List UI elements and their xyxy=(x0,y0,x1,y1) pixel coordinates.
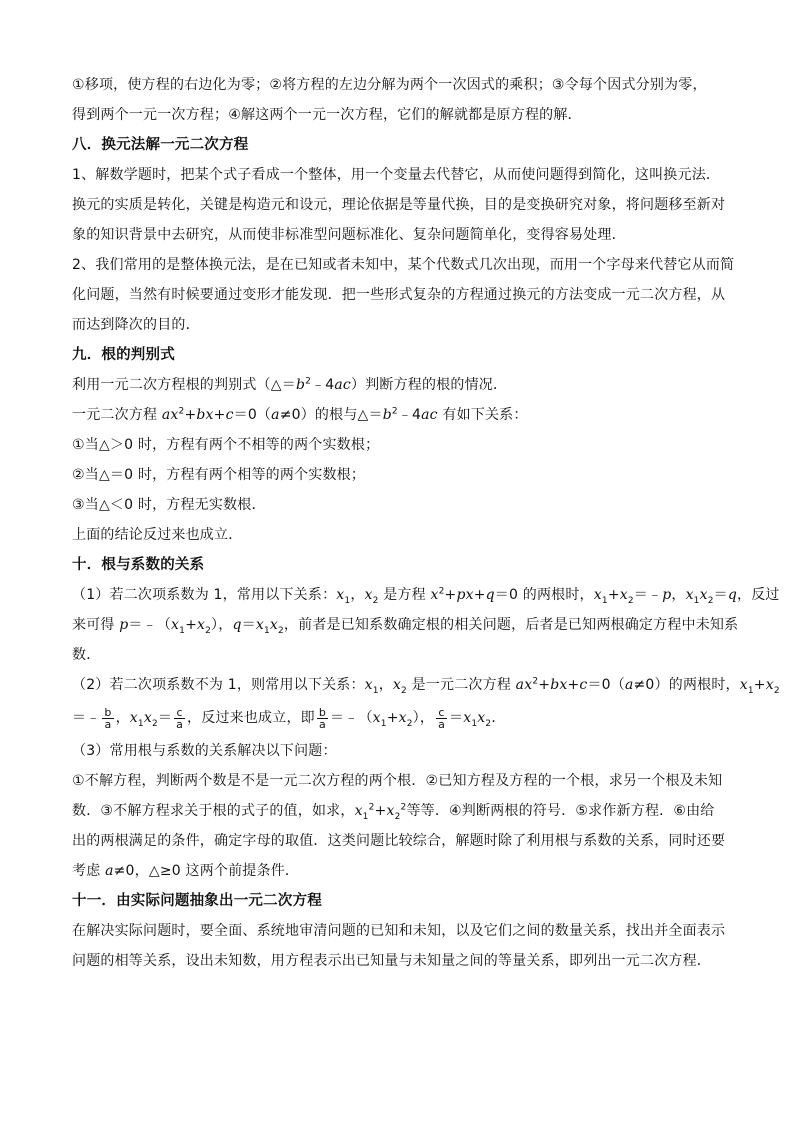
s10-point-3-line: （3）常用根与系数的关系解决以下问题： xyxy=(72,743,337,759)
text-run: ＝ xyxy=(241,617,256,633)
subscript: 2 xyxy=(372,595,379,606)
subscript: 1 xyxy=(601,595,608,606)
math-run: x xyxy=(430,587,439,603)
subscript: 1 xyxy=(137,718,144,729)
text-run: ）， xyxy=(211,617,233,633)
subscript: 2 xyxy=(627,595,634,606)
text-run: ，反过来也成立，即 xyxy=(187,710,315,726)
subscript: 2 xyxy=(277,625,284,636)
subscript: 2 xyxy=(773,685,780,696)
text-run: 数．③不解方程求关于根的式子的值，如求， xyxy=(72,803,355,819)
text-run: ﹣4 xyxy=(397,407,422,423)
math-run: b xyxy=(295,377,306,393)
superscript: 2 xyxy=(305,376,312,387)
text-run: ＝0 的两根时， xyxy=(494,587,594,603)
math-run: x xyxy=(269,617,278,633)
text-run: ﹣4 xyxy=(311,377,335,393)
section-9-heading: 九．根的判别式 xyxy=(72,347,175,363)
text-run: 等等．④判断两根的符号．⑤求作新方程．⑥由给 xyxy=(406,803,715,819)
superscript: 2 xyxy=(368,802,375,813)
text-run: ＝ xyxy=(713,587,728,603)
text-run: 是方程 xyxy=(378,587,431,603)
superscript: 2 xyxy=(178,406,185,417)
s9-case-3: ③当△＜0 时，方程无实数根． xyxy=(72,497,266,513)
math-run: x xyxy=(143,710,152,726)
s10-point-1-line-3: 数． xyxy=(72,647,101,663)
fraction-numerator: b xyxy=(104,705,112,719)
text-run: ＝0（ xyxy=(587,677,625,693)
s10-point-2-line-1 xyxy=(72,674,780,696)
s9-discriminant-line xyxy=(72,374,724,396)
s10-uses-line-4 xyxy=(72,860,724,882)
text-run: ， xyxy=(671,587,686,603)
text-run: ＝ xyxy=(449,710,464,726)
fraction-numerator: b xyxy=(318,705,327,719)
s10-point-2-line-2 xyxy=(72,704,724,732)
document-page xyxy=(72,74,780,972)
s10-point-1-line-2 xyxy=(72,614,739,636)
math-run: x xyxy=(593,587,602,603)
text-run: ＝﹣（ xyxy=(330,710,373,726)
text-run: 一元二次方程 xyxy=(72,407,162,423)
section-8-heading: 八．换元法解一元二次方程 xyxy=(72,137,249,153)
math-run: +x xyxy=(185,617,206,633)
math-run: x xyxy=(171,617,180,633)
math-run: x xyxy=(364,677,373,693)
fraction-denominator: a xyxy=(318,717,326,731)
s8-paragraph-line: 1、解数学题时，把某个式子看成一个整体，用一个变量去代替它，从而使问题得到简化，这叫换元法． xyxy=(72,167,721,183)
fraction-denominator: a xyxy=(104,717,112,731)
superscript: 2 xyxy=(532,676,539,687)
text-run: ＝﹣ xyxy=(633,587,663,603)
superscript: 2 xyxy=(438,586,445,597)
math-run: ac xyxy=(334,377,351,393)
math-run: q xyxy=(232,617,242,633)
math-run: p xyxy=(119,617,129,633)
subscript: 1 xyxy=(372,685,379,696)
math-run: x xyxy=(477,710,486,726)
subscript: 2 xyxy=(401,685,407,696)
s10-uses-line-1: ①不解方程，判断两个数是不是一元二次方程的两个根．②已知方程及方程的一个根，求另一个根及未知 xyxy=(72,773,723,789)
math-run: +bx+c xyxy=(538,677,588,693)
math-run: x xyxy=(463,710,472,726)
math-run: x xyxy=(392,677,402,693)
s8-paragraph-line: 而达到降次的目的． xyxy=(72,317,200,333)
text-run: （1）若二次项系数为 1，常用以下关系： xyxy=(72,587,337,603)
text-run: ＝﹣ xyxy=(72,710,101,726)
text-run: ， xyxy=(378,677,393,693)
subscript: 2 xyxy=(406,718,413,729)
fraction-numerator: c xyxy=(174,707,185,719)
s11-paragraph-line: 在解决实际问题时，要全面、系统地审清问题的已知和未知，以及它们之间的数量关系，找出并全面表示 xyxy=(72,923,726,939)
s9-case-2: ②当△＝0 时，方程有两个相等的两个实数根； xyxy=(72,467,366,483)
text-run: ， xyxy=(350,587,365,603)
text-run: 有如下关系： xyxy=(437,407,528,423)
fraction-denominator: a xyxy=(438,717,446,731)
math-run: ax xyxy=(161,407,179,423)
fraction xyxy=(436,707,447,730)
math-run: x xyxy=(129,710,138,726)
text-run: ＝ xyxy=(157,710,173,726)
text-run: 考虑 xyxy=(72,863,106,879)
text-run: ≠0，△≥0 这两个前提条件． xyxy=(113,863,300,879)
math-run: x xyxy=(354,803,363,819)
text-run: ≠0）的两根时， xyxy=(633,677,740,693)
text-run: ，反过 xyxy=(737,587,780,603)
subscript: 2 xyxy=(205,625,212,636)
fraction xyxy=(102,707,113,730)
subscript: 1 xyxy=(471,718,478,729)
text-run: ，前者是已知系数确定根的相关问题，后者是已知两根确定方程中未知系 xyxy=(283,617,739,633)
text-run: ）， xyxy=(412,710,435,726)
section-11-heading: 十一．由实际问题抽象出一元二次方程 xyxy=(72,893,322,909)
subscript: 1 xyxy=(344,595,351,606)
text-run: ≠0）的根与△＝ xyxy=(279,407,383,423)
math-run: +x xyxy=(386,710,407,726)
math-run: +x xyxy=(753,677,774,693)
math-run: +x xyxy=(374,803,395,819)
math-run: ac xyxy=(421,407,438,423)
s9-case-1: ①当△＞0 时，方程有两个不相等的两个实数根； xyxy=(72,437,380,453)
fraction xyxy=(317,707,328,730)
superscript: 2 xyxy=(400,802,407,813)
subscript: 1 xyxy=(362,811,369,822)
section-10-heading: 十．根与系数的关系 xyxy=(72,557,205,573)
superscript: 2 xyxy=(391,406,398,417)
text-run: ＝0（ xyxy=(233,407,272,423)
math-run: p xyxy=(662,587,672,603)
math-run: ax xyxy=(515,677,533,693)
s8-paragraph-line: 换元的实质是转化，关键是构造元和设元，理论依据是等量代换，目的是变换研究对象，将问题移至新对 xyxy=(72,197,726,213)
subscript: 1 xyxy=(179,625,186,636)
math-run: x xyxy=(255,617,264,633)
subscript: 1 xyxy=(747,685,754,696)
subscript: 2 xyxy=(485,718,492,729)
text-run: 来可得 xyxy=(72,617,120,633)
math-run: x xyxy=(739,677,748,693)
text-run: ． xyxy=(491,710,506,726)
subscript: 1 xyxy=(263,625,270,636)
s8-paragraph-line: 化问题，当然有时候要通过变形才能发现．把一些形式复杂的方程通过换元的方法变成一元二次方程，从 xyxy=(72,287,726,303)
intro-line-2: 得到两个一元一次方程；④解这两个一元一次方程，它们的解就都是原方程的解． xyxy=(72,107,582,123)
math-run: +bx+c xyxy=(184,407,234,423)
s9-relation-line xyxy=(72,404,724,426)
fraction-denominator: a xyxy=(176,717,184,731)
intro-line-1: ①移项，使方程的右边化为零；②将方程的左边分解为两个一次因式的乘积；③令每个因式分别为零， xyxy=(72,77,707,93)
text-run: ）判断方程的根的情况． xyxy=(350,377,508,393)
fraction-numerator: c xyxy=(436,707,447,719)
text-run: ， xyxy=(115,710,130,726)
s8-paragraph-line: 象的知识背景中去研究，从而使非标准型问题标准化、复杂问题简单化，变得容易处理． xyxy=(72,227,626,243)
math-run: x xyxy=(699,587,708,603)
math-run: x xyxy=(685,587,694,603)
s8-paragraph-line: 2、我们常用的是整体换元法，是在已知或者未知中，某个代数式几次出现，而用一个字母来代替它从而简 xyxy=(72,257,735,273)
math-run: a xyxy=(105,863,114,879)
s10-uses-line-2 xyxy=(72,800,724,822)
subscript: 1 xyxy=(380,718,387,729)
math-run: b xyxy=(382,407,392,423)
text-run: 利用一元二次方程根的判别式（△＝ xyxy=(72,377,296,393)
math-run: +x xyxy=(607,587,628,603)
math-run: a xyxy=(271,407,280,423)
math-run: x xyxy=(336,587,345,603)
s11-paragraph-line: 问题的相等关系，设出未知数，用方程表示出已知量与未知量之间的等量关系，即列出一元二次方程． xyxy=(72,953,711,969)
math-run: +px+q xyxy=(444,587,495,603)
fraction xyxy=(174,707,185,730)
subscript: 1 xyxy=(693,595,700,606)
math-run: x xyxy=(372,710,381,726)
subscript: 2 xyxy=(707,595,714,606)
math-run: a xyxy=(624,677,634,693)
math-run: q xyxy=(727,587,738,603)
subscript: 2 xyxy=(394,811,401,822)
s9-conclusion: 上面的结论反过来也成立． xyxy=(72,527,243,543)
text-run: 是一元二次方程 xyxy=(406,677,516,693)
text-run: ＝﹣（ xyxy=(128,617,172,633)
s10-point-1-line-1 xyxy=(72,584,780,606)
subscript: 2 xyxy=(151,718,158,729)
s10-uses-line-3: 出的两根满足的条件，确定字母的取值．这类问题比较综合，解题时除了利用根与系数的关系，同时还要 xyxy=(72,833,726,849)
math-run: x xyxy=(364,587,373,603)
text-run: （2）若二次项系数不为 1，则常用以下关系： xyxy=(72,677,365,693)
